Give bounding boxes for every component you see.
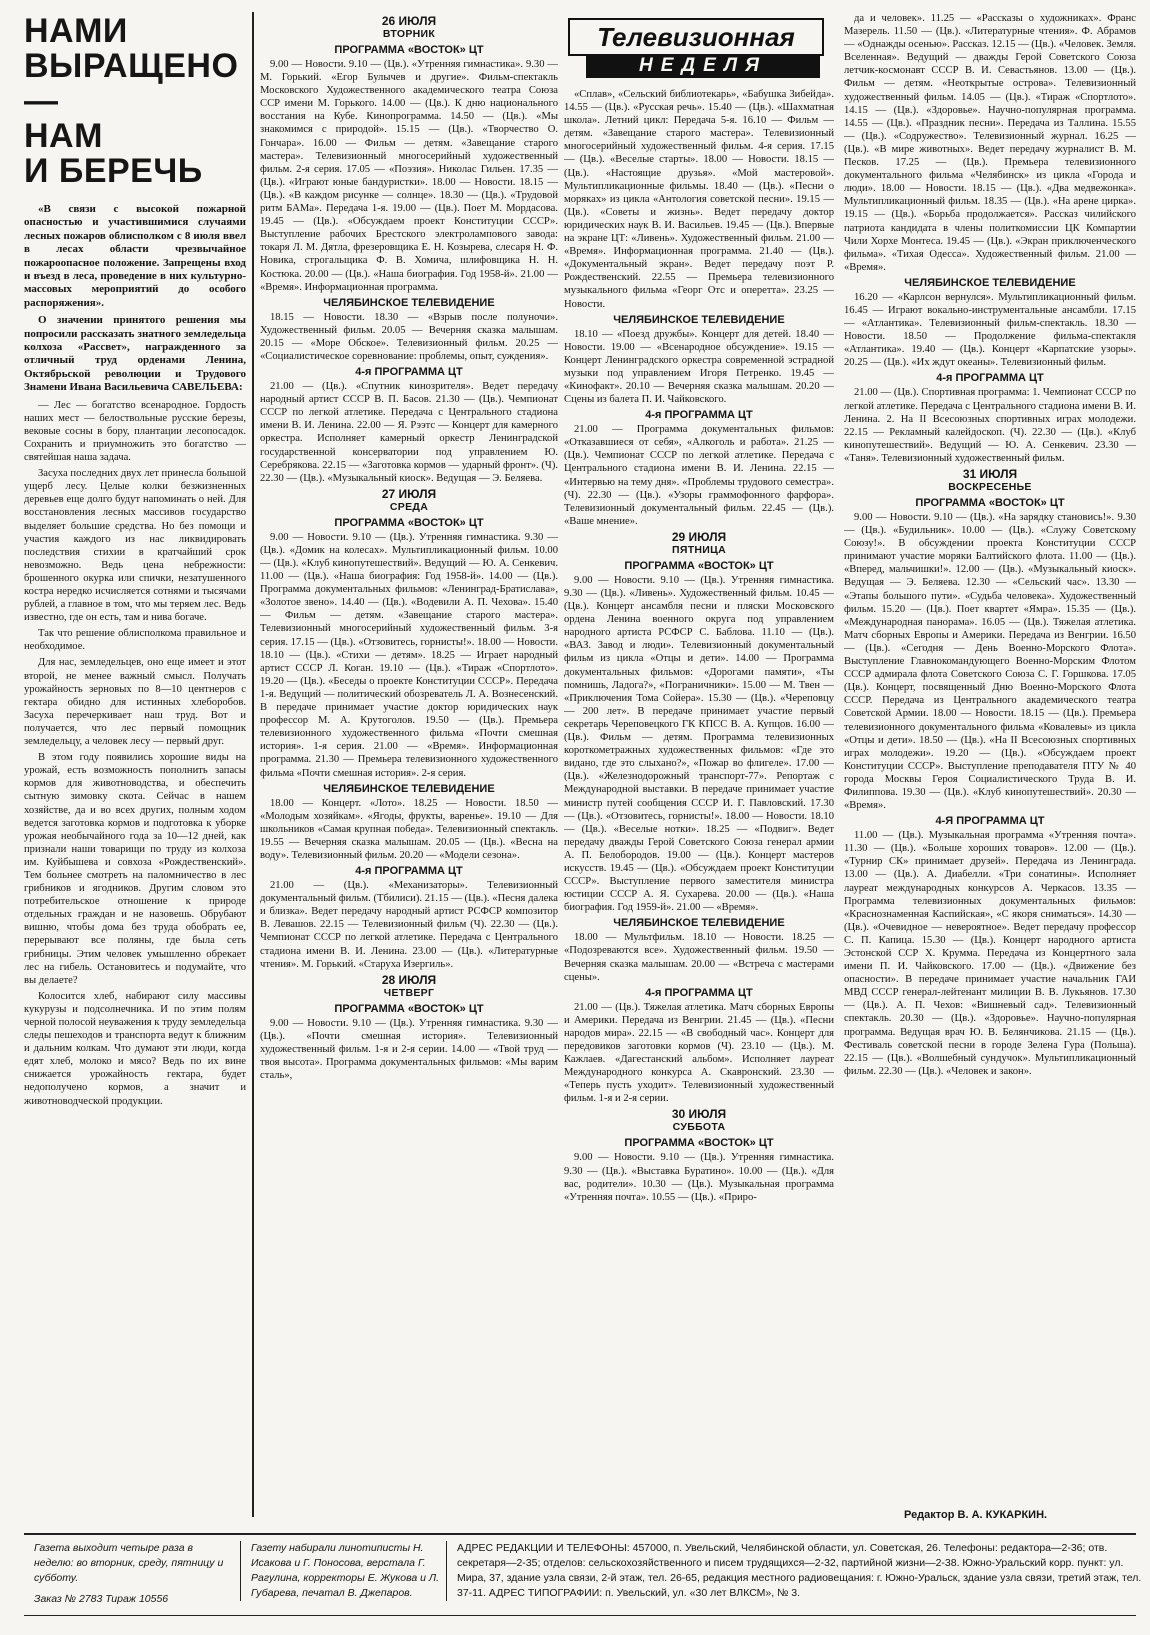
channel-heading: ПРОГРАММА «ВОСТОК» ЦТ xyxy=(334,1002,484,1015)
article-paragraph: Для нас, земледельцев, оно еще имеет и этот второй, не менее важный смысл. Получать урожайность зерновых по 8—10 центнеров с гектара обидно для истинных хлеборобов. Засуха перечеркивает наш труд. Вот и получается, что лес первый помощник земледельцу, а человек лесу — первый друг. xyxy=(24,657,246,748)
program-listing: 9.00 — Новости. 9.10 — (Цв.). Утренняя гимнастика. 9.30 — (Цв.). «Домик на колесах». Мультипликационный фильм. 10.00 — (Цв.). «Клуб кинопутешествий». Ведущий — Ю. А. Сенкевич. 11.00 — (Цв.). «Наша биография: Год 1958-й». 14.00 — (Цв.). Программа документальных фильмов: «Ленинград-Братиславa», «Золотое звено». 14.40 — (Цв.). «Водевили А. П. Чехова». 15.40 — Фильм — детям. «Завещание старого мастера». Телевизионный многосерийный художественный фильм. 3-я серия. 17.15 — (Цв.). «Отзовитесь, горнисты!». 18.00 — Новости. 18.10 — (Цв.). «Стихи — детям». 18.25 — Играет народный артист СССР Л. Коган. 19.10 — (Цв.). «Тираж «Спортлото». 19.20 — (Цв.). «Беседы о проекте Конституции СССР». Передача 1-я. Ведущий — политический обозреватель Л. А. Вознесенский. В передаче принимает участие доктор юридических наук профессор М. А. Крутоголов. 19.50 — (Цв.). Премьера телевизионного художественного фильма «Почти смешная история». 1-я серия. 21.00 — «Время». Информационная программа. 21.30 — Премьера телевизионного художественного фильма «Почти смешная история». 2-я серия. xyxy=(260,531,558,779)
weekday-heading: СУББОТА xyxy=(672,1121,726,1134)
channel-heading: ПРОГРАММА «ВОСТОК» ЦТ xyxy=(334,44,484,56)
day-heading: 29 ИЮЛЯ xyxy=(671,529,727,544)
program-listing: 21.00 — (Цв.). Спортивная программа: 1. Чемпионат СССР по легкой атлетике. Передача с Центрального стадиона имени В. И. Ленина. 2. На II Всесоюзных спортивных играх молодежи. 22.15 — Рекламный калейдоскоп. (Ч). 22.30 — (Цв.). «Клуб кинопутешествий». Ведущий — Ю. А. Сенкевич. 23.30 — «Таня». Телевизионный художественный фильм. xyxy=(844,387,1136,464)
article-intro: О значении принятого решения мы попросили рассказать знатного земледельца колхоза «Рассвет», награжденного за отличный труд орденами Ленина, Октябрьской революции и Трудового Знамени Ивана Васильевича САВЕЛЬЕВА: xyxy=(24,314,246,394)
tv-schedule-column-3 xyxy=(844,12,1136,1522)
tv-schedule-column-1 xyxy=(260,12,558,1522)
channel-heading: 4-Я ПРОГРАММА ЦТ xyxy=(935,815,1045,828)
article-paragraph: Так что решение облисполкома правильное и необходимое. xyxy=(24,628,246,653)
channel-heading: ЧЕЛЯБИНСКОЕ ТЕЛЕВИДЕНИЕ xyxy=(323,296,495,309)
program-listing: 9.00 — Новости. 9.10 — (Цв.). Утренняя гимнастика. 9.30 — (Цв.). «Почти смешная история». Телевизионный художественный фильм. 1-я и 2-я серии. 14.00 — «Твой труд — твоя высота». Программа документальных фильмов: «Мы варим сталь», xyxy=(260,1017,558,1082)
program-listing: 9.00 — Новости. 9.10 — (Цв.). «На зарядку становись!». 9.30 — (Цв.). «Будильник». 10.00 — (Цв.). «Служу Советскому Союзу!». В обсуждении проекта Конституции СССР принимают участие моряки Балтийского флота. 11.00 — (Цв.). «Вперед, мальчишки!». 12.00 — (Цв.). «Музыкальный киоск». Ведущая — Э. Беляева. 12.30 — «Сельский час». 13.30 — «Этапы большого пути». «Судьба человека». Художественный фильм. 15.20 — (Цв.). Поет квартет «Ямра». 15.35 — (Цв.). «Международная панорама». 16.05 — (Цв.). Тяжелая атлетика. Матч сборных Европы и Америки. Передача из Венгрии. 16.50 — (Цв.). «Сегодня — День Военно-Морского Флота». Выступление Главнокомандующего Военно-Морским Флотом СССР адмирала флота Советского Союза С. Г. Горшкова. 17.05 (Цв.). Концерт, посвященный Дню Военно-Морского Флота СССР. Передача из Центрального академического театра Советской Армии. 18.00 — Новости. 18.15 — (Цв.). Премьера телевизионного документального фильма «Ковалевы» из цикла «Отцы и дети». 18.50 — (Цв.). «На II Всесоюзных спортивных играх молодежи». 19.20 — (Цв.). «Обсуждаем проект Конституции СССР». Выступление преподавателя ПТУ № 40 города Москвы Героя Социалистического Труда В. И. Филиппова. 19.30 — (Цв.). «Клуб кинопутешествий». 20.30 — «Время». xyxy=(844,512,1136,812)
channel-heading: 4-я ПРОГРАММА ЦТ xyxy=(645,986,753,999)
day-heading: 28 ИЮЛЯ xyxy=(381,972,437,987)
weekday-heading: ВОСКРЕСЕНЬЕ xyxy=(948,481,1032,493)
article-paragraph: Засуха последних двух лет принесла большой ущерб лесу. Целые колки безжизненных деревьев еще долго будут напоминать о ней. Для восстановления лесных массивов государство выделяет большие средства. Но без помощи и участия каждого из нас ликвидировать последствия стихии в кратчайший срок невозможно. Ведь цена небрежности: брошенного окурка или спички, незатушенного костра нередко исчисляется сотнями и тысячами рублей, а главное в том, что мы теряем лес. Ведь известно, где он есть, там и нива богаче. xyxy=(24,468,246,624)
channel-heading: 4-я ПРОГРАММА ЦТ xyxy=(355,865,463,878)
program-listing: 11.00 — (Цв.). Музыкальная программа «Утренняя почта». 11.30 — (Цв.). «Больше хороших товаров». 12.00 — (Цв.). «Турнир СК» принимает друзей». Передача из Ленинграда. 13.00 — (Цв.). А. Диабелли. «Три сонатины». Исполняет лауреат международных конкурсов А. Черкасов. 13.35 — Программа телевизионных документальных фильмов: «Краснознаменная Каспийская», «С якоря сниматься». 14.30 — (Цв.). «Очевидное — невероятное». Ведет передачу профессор С. П. Капица. 15.30 — (Цв.). Концерт народного артиста Эстонской ССР Х. Крумма. Передача из Концертного зала имени П. И. Чайковского. 17.00 — (Цв.). «Движение без опасности». В передаче принимает участие начальник ГАИ МВД СССР генерал-лейтенант милиции В. В. Лукьянов. 17.30 — (Цв.). А. П. Чехов: «Вишневый сад». Телевизионный спектакль. 20.30 — (Цв.). «Здоровье». Научно-популярная программа. Ведущая врач Ю. В. Белянчикова. 21.15 — (Цв.). Фестиваль советской песни в городе Зелена Гура (Польша). 22.15 — (Цв.). «Волшебный сундучок». Мультипликационный фильм. 22.30 — (Цв.). «Человек и закон». xyxy=(844,830,1136,1077)
day-heading: 30 ИЮЛЯ xyxy=(671,1107,727,1122)
weekday-heading: ПЯТНИЦА xyxy=(672,543,726,556)
program-listing: да и человек». 11.25 — «Рассказы о художниках». Франс Мазерель. 11.50 — (Цв.). «Литературные чтения». Ф. Абрамов — «Однажды осенью». Рассказ. 12.15 — (Цв.). «Человек. Земля. Вселенная». Ведущий — дважды Герой Советского Союза летчик-космонавт СССР В. И. Севастьянов. 13.00 — (Цв.). Фильм — детям. «Неоткрытые острова». Телевизионный художественный фильм. 14.05 — (Цв.). «Тираж «Спортлото». 14.15 — (Цв.). «Здоровье». Научно-популярная программа. 14.55 — (Цв.). «Праздник песни». Передача из Таллина. 15.55 — (Цв.). «Содружество». Телевизионный журнал. 16.25 — (Цв.). «В мире животных». Ведет передачу журналист В. М. Песков. 17.25 — (Цв.). Премьера телевизионного документального фильма «Челябинск» из цикла «Города и люди». 18.00 — Новости. 18.15 — (Цв.). «Два медвежонка». Мультипликационный фильм. 18.35 — (Цв.). «На арене цирка». 19.15 — (Цв.). «Борьба продолжается». Рассказ чилийского патриота кандидата в члены политкомиссии ЦК Компартии Чили Хорхе Монтеса. 19.45 — (Цв.). «Экран приключенческого фильма». «Тихая Одесса». Художественный фильм. 21.00 — «Время». xyxy=(844,13,1136,273)
imprint-typesetters: Газету набирали линотиписты Н. Исакова и Г. Поносова, верстала Г. Рагулина, корректоры Е. Жукова и Л. Губарева, печатал В. Джепаров. xyxy=(240,1541,447,1601)
order-number: Заказ № 2783 Тираж 10556 xyxy=(34,1593,169,1605)
channel-heading: 4-я ПРОГРАММА ЦТ xyxy=(645,409,753,422)
logo-title: Телевизионная xyxy=(568,18,824,56)
article-paragraph: В этом году появились хорошие виды на урожай, есть возможность пополнить запасы кормов для животноводства, и обеспечить сытную зимовку скота. Сейчас в нашем хозяйстве, да и во всех других, полным ходом ведется заготовка кормов и подготовка к уборке урожая необычайного года за 10—12 дней, как признали наши товарищи по труду из колхоза им. Куйбышева и совхоза «Рождественский». Тем больнее смотреть на паломничество в лес грибников и ягодников. Другим словом это потребительское отношение к природе отдельных граждан и не назовешь. Обрубают вишню, чтобы дома без труда обобрать ее, перерывают все поляны, где была сеть грибницы. Этим человек умышленно обрекает лес на гибель. Остановитесь и подумайте, что вы делаете? xyxy=(24,752,246,986)
headline-line: ВЫРАЩЕНО— xyxy=(24,47,239,120)
logo-subtitle: НЕДЕЛЯ xyxy=(586,54,820,78)
imprint-address: АДРЕС РЕДАКЦИИ И ТЕЛЕФОНЫ: 457000, п. Увельский, Челябинской области, ул. Советская, 26. Телефоны: редактора—2-36; отв. секретаря—2-35; отделов: сельскохозяйственного и писем трудящихся—2-32, партийной жизни—2-38. Южно-Уральский корр. пункт: ул. Мира, 37, здание узла связи, 2-й этаж, тел. 26-65, редакция местного радиовещания: г. Южно-Уральск, здание узла связи, третий этаж, тел. 37-11. АДРЕС ТИПОГРАФИИ: п. Увельский, ул. «30 лет ВЛКСМ», № 3. xyxy=(446,1541,1145,1601)
article-paragraph: — Лес — богатство всенародное. Гордость наших мест — белоствольные русские березы, вековые сосны в бору, плантации лесопосадок. Сохранить и приумножить это богатство — святейшая наша задача. xyxy=(24,399,246,464)
newspaper-page xyxy=(24,12,1142,1622)
channel-heading: 4-я ПРОГРАММА ЦТ xyxy=(936,372,1044,385)
program-listing: 9.00 — Новости. 9.10 — (Цв.). Утренняя гимнастика. 9.30 — (Цв.). «Ливень». Художественный фильм. 10.45 — (Цв.). Концерт ансамбля песни и пляски Московского ордена Ленина военного округа под управлением народного артиста РСФСР С. Бабловa. 11.10 — (Цв.). «ВАЗ. Завод и люди». Телевизионный документальный фильм из цикла «Отцы и дети». 14.00 — Программа документальных фильмов: «Дорогами памяти», «Ты помнишь, Ладога?», «Пограничники». 15.00 — М. Твен — «Приключения Тома Сойера». 15.30 — (Цв.). «Череповцу — 200 лет». В передаче принимает участие первый секретарь Череповецкого ГК КПСС В. А. Купцов. 16.00 — (Цв.). Фильм — детям. Программа телевизионных короткометражных художественных фильмов: «Где это видано, где это слыхано?», «Пожар во флигеле». 17.00 — (Цв.). «Железнодорожный транспорт-77». Репортаж с Международной выставки. В передаче принимает участие министр путей сообщения СССР И. Г. Павловский. 17.30 — (Цв.). «Отзовитесь, горнисты!». 18.00 — Новости. 18.10 — (Цв.). «Веселые нотки». 18.25 — «Подвиг». Ведет передачу дважды Герой Советского Союза генерал армии А. П. Белобородов. 19.00 — (Цв.). Концерт мастеров искусств. 19.45 — (Цв.). «Обсуждаем проект Конституции СССР». Выступление первого заместителя министра юстиции СССР А. Я. Сухарева. 20.00 — (Цв.). «Наша биография. Год 1959-й». 21.00 — «Время». xyxy=(564,574,834,914)
headline-line: НАМ xyxy=(24,117,103,155)
weekday-heading: ВТОРНИК xyxy=(382,28,436,40)
article-headline xyxy=(24,14,246,189)
tv-schedule-column-2-body xyxy=(564,88,834,1204)
channel-heading: ПРОГРАММА «ВОСТОК» ЦТ xyxy=(915,497,1065,509)
channel-heading: ЧЕЛЯБИНСКОЕ ТЕЛЕВИДЕНИЕ xyxy=(613,917,785,930)
day-heading: 27 ИЮЛЯ xyxy=(381,486,437,501)
imprint-schedule xyxy=(34,1541,229,1607)
day-heading: 31 ИЮЛЯ xyxy=(962,467,1018,481)
channel-heading: 4-я ПРОГРАММА ЦТ xyxy=(355,366,463,379)
headline-line: И БЕРЕЧЬ xyxy=(24,152,203,190)
program-listing: 21.00 — (Цв.). «Механизаторы». Телевизионный документальный фильм. (Тбилиси). 21.15 — (Цв.). «Песня далека и близка». Ведет передачу народный артист РСФСР композитор В. Левашов. 22.15 — Телевизионный фильм (Ч). 22.30 — (Цв.). Чемпионат СССР по легкой атлетике. Передача с Центрального стадиона имени В. И. Ленина. 23.00 — (Цв.). «Литературные чтения». М. Горький. «Старуха Изергиль». xyxy=(260,880,558,970)
channel-heading: ЧЕЛЯБИНСКОЕ ТЕЛЕВИДЕНИЕ xyxy=(904,276,1076,289)
program-listing: 21.00 — Программа документальных фильмов: «Отказавшиеся от себя», «Алкоголь и работа». 21.25 — (Цв.). Чемпионат СССР по легкой атлетике. Передача с Центрального стадиона имени В. И. Ленина. 22.15 — «Интервью на тему дня». «Проблемы трудового семестра». (Ч). 22.30 — (Цв.). «Узоры граммофонного фарфора». Телевизионный документальный фильм. 22.45 — (Цв.). «Ваше мнение». xyxy=(564,424,834,527)
program-listing: «Сплав», «Сельский библиотекарь», «Бабушка Зибейда». 14.55 — (Цв.). «Русская речь». 15.40 — (Цв.). «Шахматная школа». Летний цикл: Передача 5-я. 16.10 — Фильм — детям. «Завещание старого мастера». Телевизионный многосерийный художественный фильм. 4-я серия. 17.15 — (Цв.). «Веселые старты». 18.00 — Новости. 18.15 — (Цв.). «Настоящие друзья». «Мой мастеровой». Мультипликационные фильмы. 18.40 — (Цв.). «Песни о моряках» из цикла «Антология советской песни». 19.15 — (Цв.). «Советы и жизнь». Ведет передачу доктор юридических наук В. И. Васильев. 19.45 — (Цв.). Впервые на экране ЦТ: «Ливень». Художественный фильм. 21.00 — «Время». Информационная программа. 21.40 — (Цв.). «Документальный экран». Ведет передачу поэт Р. Рождественский. 22.55 — Премьера телевизионного музыкального фильма «Георг Отс и оперетта». 23.25 — Новости. xyxy=(564,89,834,310)
weekday-heading: СРЕДА xyxy=(389,500,429,513)
editor-signature: Редактор В. А. КУКАРКИН. xyxy=(904,1509,1048,1521)
publication-schedule: Газета выходит четыре раза в неделю: во вторник, среду, пятницу и субботу. xyxy=(34,1542,224,1584)
column-rule xyxy=(252,12,254,1517)
program-listing: 18.15 — Новости. 18.30 — «Взрыв после полуночи». Художественный фильм. 20.05 — Вечерняя сказка малышам. 20.15 — «Море Обское». Телевизионный фильм. 20.25 — «Социалистическое соревнование: проблемы, опыт, суждения». xyxy=(260,311,558,362)
channel-heading: ПРОГРАММА «ВОСТОК» ЦТ xyxy=(334,516,484,529)
program-listing: 21.00 — (Цв.). Тяжелая атлетика. Матч сборных Европы и Америки. Передача из Венгрии. 21.45 — (Цв.). «Песни народов мира». 22.15 — «В свободный час». Концерт для передовиков заготовки кормов (Ч). 23.10 — (Цв.). М. Кажлаев. «Дагестанский альбом». Исполняет лауреат Международного конкурса А. Скавронский. 23.30 — «Теперь пусть уходит». Телевизионный художественный фильм. 1-я и 2-я серии. xyxy=(564,1001,834,1105)
article-column xyxy=(24,12,246,1512)
headline-line: НАМИ xyxy=(24,12,128,50)
program-listing: 21.00 — (Цв.). «Спутник кинозрителя». Ведет передачу народный артист СССР В. П. Басов. 21.30 — (Цв.). Чемпионат СССР по легкой атлетике. Передача с Центрального стадиона имени В. И. Ленина. 22.00 — Я. Рээтс — Концерт для камерного оркестра. Исполняет камерный оркестр Ленинградской государственной консерватории под управлением Ю. Серебрякова. 22.15 — «Заготовка кормов — ударный фронт». (Ч). 22.30 — (Цв.). «Музыкальный киоск». Ведущая — Э. Беляева. xyxy=(260,381,558,484)
channel-heading: ПРОГРАММА «ВОСТОК» ЦТ xyxy=(624,559,774,572)
weekday-heading: ЧЕТВЕРГ xyxy=(383,986,435,999)
channel-heading: ЧЕЛЯБИНСКОЕ ТЕЛЕВИДЕНИЕ xyxy=(613,313,785,326)
program-listing: 18.10 — «Поезд дружбы». Концерт для детей. 18.40 — Новости. 19.00 — «Всенародное обсуждение». 19.15 — Концерт Ленинградского оркестра современной эстрадной музыки под управлением Игоря Петренко. 19.45 — «Кинофакт». 20.10 — Вечерняя сказка малышам. 20.20 — Сцены из балета П. И. Чайковского. xyxy=(564,328,834,406)
article-lead: «В связи с высокой пожарной опасностью и участившимися случаями лесных пожаров облисполком с 8 июля ввел в лесах области чрезвычайное пожароопасное положение. Запрещены вход и въезд в леса, проведение в них культурно-массовых мероприятий до особого распоряжения». xyxy=(24,203,246,309)
imprint-footer xyxy=(24,1533,1142,1616)
program-listing: 18.00 — Концерт. «Лото». 18.25 — Новости. 18.50 — «Молодым хозяйкам». «Ягоды, фрукты, варенье». 19.10 — Для школьников «Самая крупная победа». Телевизионный спектакль. 19.55 — Вечерняя сказка малышам. 20.05 — (Цв.). «Весна на воду». Телевизионный фильм. 20.20 — «Модели сезона». xyxy=(260,797,558,861)
program-listing: 16.20 — «Карлсон вернулся». Мультипликационный фильм. 16.45 — Играют вокально-инструментальные ансамбли. 17.15 — «Атлантика». Телевизионный фильм-спектакль. 18.30 — Новости. 18.50 — Продолжение фильма-спектакля «Атлантика». 19.40 — (Цв.). Концерт «Карпатские узоры». 20.25 — (Цв.). «Их ждут океаны». Телевизионный фильм. xyxy=(844,291,1136,369)
day-heading: 26 ИЮЛЯ xyxy=(381,14,437,28)
tv-week-logo xyxy=(568,18,820,80)
program-listing: 18.00 — Мультфильм. 18.10 — Новости. 18.25 — «Подозреваются все». Художественный фильм. 19.50 — Вечерняя сказка малышам. 20.00 — «Встреча с мастерами сцены». xyxy=(564,932,834,983)
tv-schedule-column-2 xyxy=(564,12,834,1522)
article-paragraph: Колосится хлеб, набирают силу массивы кукурузы и подсолнечника. И по этим полям черной полосой неуважения к труду земледельца следы пешеходов и транспорта ведут к ближним и дальним колкам. Что думают эти люди, когда едят хлеб, молоко и мясо? Ведь по их вине снижается урожайность гектара, будет недополучено кормов, а значит и животноводческой продукции. xyxy=(24,990,246,1107)
program-listing: 9.00 — Новости. 9.10 — (Цв.). «Утренняя гимнастика». 9.30 — М. Горький. «Егор Булычев и другие». Фильм-спектакль Московского Художественного академического театра Союза ССР имени М. Горького. 14.00 — (Цв.). К дню национального восстания на Кубе. Кинопрограмма. 14.50 — (Цв.). «Мы знакомимся с природой». 15.15 — (Цв.). «Творчество О. Гончара». 16.00 — Фильм — детям. «Завещание старого мастера». Телевизионный многосерийный художественный фильм. 2-я серия. 17.05 — «Поэзия». Николас Гильен. 17.35 — (Цв.). «Играют юные бандуристки». 18.00 — Новости. 18.15 — (Цв.). «В каждом рисунке — солнце». 18.30 — (Цв.). «Трудовой ритм БАМа». Передача 1-я. 19.00 — (Цв.). Поет М. Мордасова. 19.45 — (Цв.). «Обсуждаем проект Конституции СССР». Выступление рабочих Брестского электролампового завода: токаря Л. М. Дятла, фрезеровщика Е. Н. Козырева, слесаря Н. Ф. Новика, строгальщика Ф. В. Хомича, шлифовщика Н. Н. Костюка. 20.00 — (Цв.). «Наша биография. Год 1958-й». 21.00 — «Время». Информационная программа. xyxy=(260,59,558,293)
program-listing: 9.00 — Новости. 9.10 — (Цв.). Утренняя гимнастика. 9.30 — (Цв.). «Выставка Буратино». 10.00 — (Цв.). «Для вас, родители». 10.30 — (Цв.). Музыкальная программа «Утренняя почта». 10.55 — (Цв.). «Приро- xyxy=(564,1152,834,1203)
channel-heading: ЧЕЛЯБИНСКОЕ ТЕЛЕВИДЕНИЕ xyxy=(323,782,495,795)
channel-heading: ПРОГРАММА «ВОСТОК» ЦТ xyxy=(624,1137,774,1150)
